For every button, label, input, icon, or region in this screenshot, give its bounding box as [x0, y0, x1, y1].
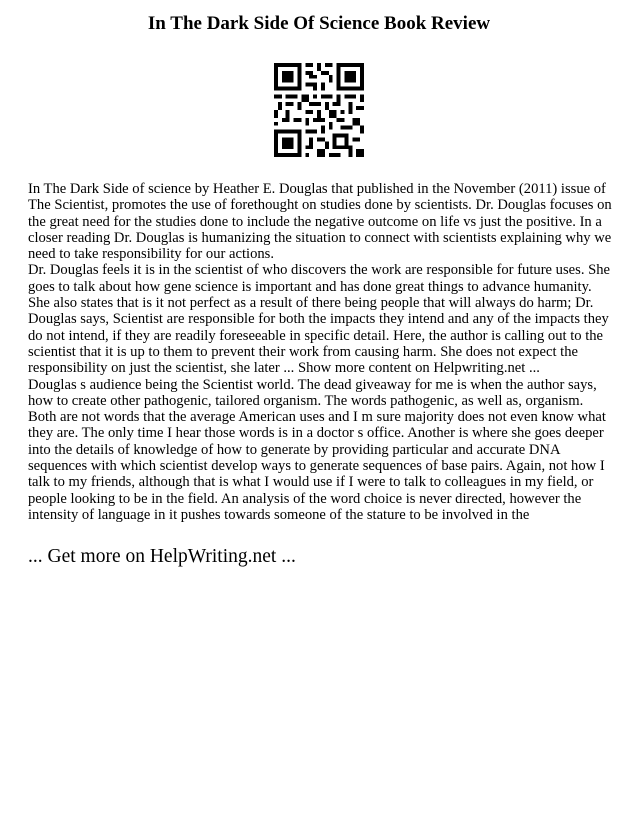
qr-code-icon: [273, 63, 365, 157]
review-body: [28, 181, 612, 523]
paragraph-responsibility: Dr. Douglas feels it is in the scientist of who discovers the work are responsible for future uses. She goes to talk about how gene science is important and has done great things to advance humanity. She also states that is it not perfect as a result of there being people that will always do harm; Dr. Douglas says, Scientist are responsible for both the impacts they intend and any of the impacts they do not intend, if they are readily foreseeable in specific detail. Here, the author is calling out to the scientist that it is up to them to prevent their work from causing harm. She does not expect the responsibility on just the scientist, she later ... Show more content on Helpwriting.net ...: [28, 262, 611, 377]
paragraph-audience: Douglas s audience being the Scientist world. The dead giveaway for me is when the author says, how to create other pathogenic, tailored organism. The words pathogenic, as well as, organism. Both are not words that the average American uses and I m sure majority does not even know what they are. The only time I hear those words is in a doctor s office. Another is where she goes deeper into the details of knowledge of how to generate by providing particular and accurate DNA sequences with which scientist develop ways to generate sequences of base pairs. Again, not how I talk to my friends, although that is what I would use if I were to talk to colleagues in my field, or people looking to be in the field. An analysis of the word choice is never directed, however the intensity of language in it pushes towards someone of the stature to be involved in the: [28, 376, 606, 523]
paragraph-intro: In The Dark Side of science by Heather E. Douglas that published in the November (2011) issue of The Scientist, promotes the use of forethought on studies done by scientists. Dr. Douglas focuses on the great need for the studies done to include the negative outcome on life vs just the positive. In a closer reading Dr. Douglas is humanizing the situation to connect with scientists explaining why we need to take responsibility for our actions.: [28, 181, 612, 263]
document-title: In The Dark Side Of Science Book Review: [147, 13, 491, 34]
get-more-link[interactable]: ... Get more on HelpWriting.net ...: [28, 546, 296, 567]
